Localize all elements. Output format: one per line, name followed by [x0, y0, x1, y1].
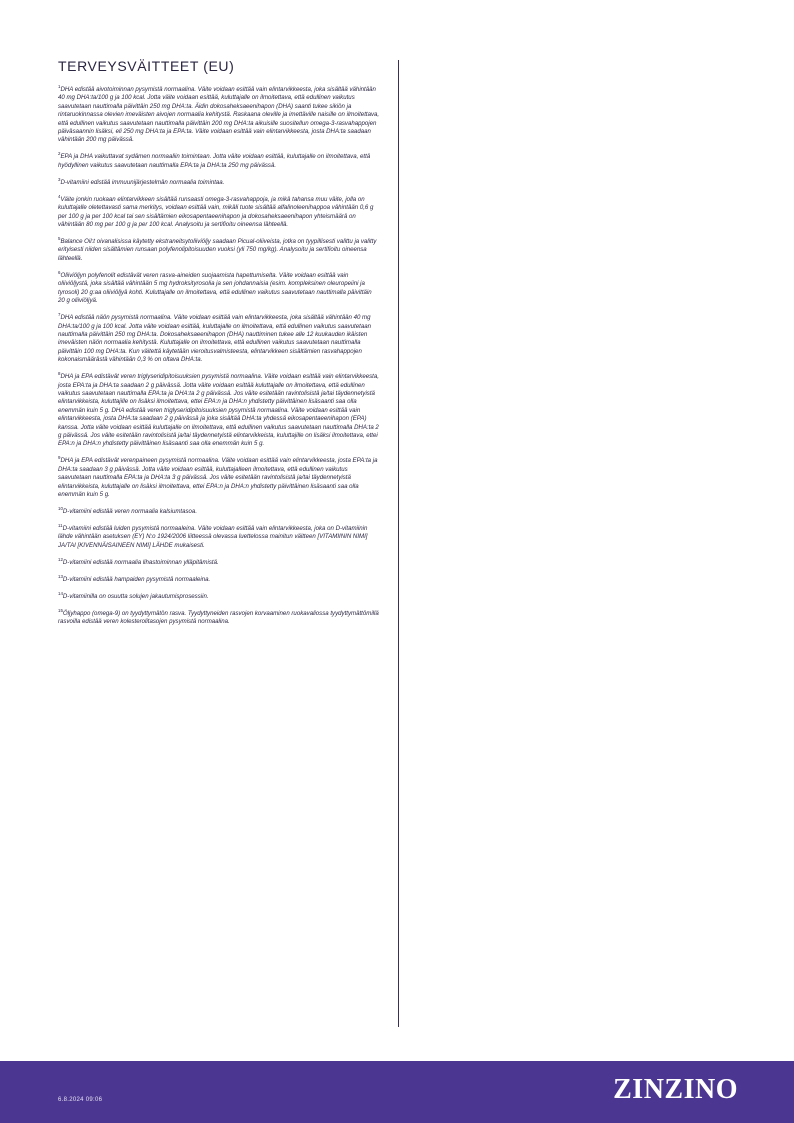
footnote-number: 2	[58, 151, 61, 157]
footnote-number: 5	[58, 236, 61, 242]
footnote-number: 11	[58, 522, 63, 528]
footnote	[58, 522, 380, 550]
footnote-number: 9	[58, 455, 61, 461]
column-divider	[398, 60, 399, 1027]
footnote	[58, 238, 380, 263]
footnote-number: 6	[58, 269, 61, 275]
footnote-text: DHA ja EPA edistävät veren triglyseridipitoisuuksien pysymistä normaalina. Väite voidaan esittää vain elintarvikkeesta, josta EPA:ta ja DHA:ta saadaan 2 g päivässä. Jotta väite voidaan esittää kuluttajalle on ilmoitettava, että edullinen vaikutus saavutetaan nauttimalla EPA:ta ja DHA:ta 2 g päivässä. Jos väite esitetään ravintolisistä ja/tai täydennetyistä elintarvikkeista, kuluttajille on lisäksi ilmoitettava, ettei EPA:n ja DHA:n yhdistetty päivittäinen lisäsaanti saa olla enemmän kuin 5 g. DHA edistää veren triglyseridipitoisuuksien pysymistä normaalina. Väite voidaan esittää vain elintarvikkeesta, josta DHA:ta saadaan 2 g päivässä ja joka sisältää DHA:ta yhdessä eikosapentaeenihapon (EPA) kanssa. Jotta väite voidaan esittää kuluttajalle on ilmoitettava, että edullinen vaikutus saavutetaan nauttimalla DHA:ta 2 g päivässä. Jos väite esitetään ravintolisistä ja/tai täydennetyistä elintarvikkeista, kuluttajille on lisäksi ilmoitettava, ettei EPA:n ja DHA:n yhdistetty päivittäinen lisäsaanti saa olla enemmän kuin 5 g.	[58, 373, 379, 448]
footnote-number: 12	[58, 556, 63, 562]
footnote-number: 4	[58, 193, 61, 199]
footnote-text: D-vitamiini edistää hampaiden pysymistä normaaleina.	[62, 575, 211, 583]
footnote-text: Balance Oil:t oivanalisissa käytetty ekstraneitsytoliiviöljy saadaan Picual-oliiveista, jotka on tyypillisesti valittu ja valitty erityisesti niiden sisältämien runsaan polyfenolipitoisuuden vuoksi (yli 750 mg/kg). Analysoitu ja sertifioitu oineensa lähteellä.	[58, 238, 377, 262]
footnote-text: Väite jonkin ruokaan elintarvikkeen sisältää runsaasti omega-3-rasvahappoja, ja mikä tahansa muu väite, jolla on kuluttajalle oletettavasti sama merkitys, voidaan esittää vain, mikäli tuote sisältää alfalinoleenihappoa vähintään 0,6 g per 100 g ja per 100 kcal tai sen sisältämien eikosapentaeenihapon ja dokosaheksaeenihapon yhteismäärä on vähintään 80 mg per 100 g ja per 100 kcal. Analysoitu ja sertifioitu oineensa lähteellä.	[58, 195, 374, 229]
footnote	[58, 556, 380, 567]
footnote	[58, 269, 380, 306]
footnote	[58, 193, 380, 230]
footnote-number: 13	[58, 573, 63, 579]
footnote-number: 15	[58, 607, 63, 613]
footnote-number: 8	[58, 371, 61, 377]
footer-date: 6.8.2024 09:06	[58, 1097, 103, 1103]
footnote-number: 3	[58, 176, 61, 182]
footnote	[58, 457, 380, 499]
footnote	[58, 607, 380, 627]
footnote	[58, 314, 380, 364]
footnote-text: EPA ja DHA vaikuttavat sydämen normaaliin toimintaan. Jotta väite voidaan esittää, kuluttajalle on ilmoitettava, että hyödyllinen vaikutus saavutetaan nauttimalla EPA:ta ja DHA:ta 250 mg päivässä.	[58, 153, 371, 169]
footnote-number: 7	[58, 312, 61, 318]
footnote-text: DHA edistää näön pysymistä normaalina. Väite voidaan esittää vain elintarvikkeesta, joka sisältää vähintään 40 mg DHA:ta/100 g ja 100 kcal. Jotta väite voidaan esittää, kuluttajalle on ilmoitettava, että edullinen vaikutus saavutetaan nauttimalla päivittäin 250 mg DHA:ta. Dokosaheksaeenihapon (DHA) nauttiminen tukee alle 12 kuukauden ikäisten imeväisten näön normaalia kehitystä. Kuluttajalle on ilmoitettava, että edullinen vaikutus saavutetaan nauttimalla päivittäin 100 mg DHA:ta. Kun väitettä käytetään vieroitusvalmisteesta, elintarvikkeen sisältämien rasvahappojen kokonaismäärästä vähintään 0,3 % on oltava DHA:ta.	[58, 314, 372, 364]
footnote	[58, 83, 380, 145]
footnote	[58, 590, 380, 601]
footnote-number: 14	[58, 590, 63, 596]
footnote-text: D-vitamiini edistää veren normaalia kalsiumtasoa.	[62, 508, 198, 515]
footnote	[58, 505, 380, 516]
footnote-text: Öljyhappo (omega-9) on tyydyttymätön rasva. Tyydyttyneiden rasvojen korvaaminen ruokavaliossa tyydyttymättömillä rasvoilla edistää veren kolesterolitasojen pysymistä normaalina.	[58, 609, 379, 626]
footer-bar	[0, 1061, 794, 1123]
footnote-text: D-vitamiini edistää immuunijärjestelmän normaalia toimintaa.	[60, 178, 225, 186]
footnote-text: DHA edistää aivotoiminnan pysymistä normaalina. Väite voidaan esittää vain elintarvikkeesta, joka sisältää vähintään 40 mg DHA:ta/100 g ja 100 kcal. Jotta väite voidaan esittää, kuluttajalle on ilmoitettava, että edullinen vaikutus saavutetaan nauttimalla päivittäin 250 mg DHA:ta. Äidin dokosaheksaeenihapon (DHA) saanti tukee sikiön ja rintaruokinnassa olevien imeväisten aivojen normaalia kehitystä. Raskaana oleville ja imettäville naisille on ilmoitettava, että edullinen vaikutus saavutetaan nauttimalla päivittäin 200 mg DHA:ta aikuisille suositellun omega-3-rasvahappojen päiväsaannin lisäksi, eli 250 mg DHA:ta ja EPA:ta. Väite voidaan esittää vain elintarvikkeesta, josta DHA:ta saadaan vähintään 200 mg päivässä.	[58, 86, 380, 144]
footnote-list	[58, 83, 380, 635]
footnote	[58, 373, 380, 449]
footnote-text: DHA ja EPA edistävät verenpaineen pysymistä normaalina. Väite voidaan esittää vain elintarvikkeesta, josta EPA:ta ja DHA:ta saadaan 3 g päivässä. Jotta väite voidaan esittää, kuluttajalleen ilmoitettava, että edullinen vaikutus saavutetaan nauttimalla EPA:ta ja DHA:ta 3 g päivässä. Jos väite esitetään ravintolisistä ja/tai täydennetyistä elintarvikkeista, kuluttajalle on lisäksi ilmoitettava, ettei EPA:n ja DHA:n yhdistetty päivittäinen lisäsaanti saa olla enemmän kuin 5 g.	[58, 457, 378, 498]
footnote-text: D-vitamiini edistää luiden pysymistä normaaleina. Väite voidaan esittää vain elintarvikkeesta, joka on D-vitamiinin lähde vähintään asetuksen (EY) N:o 1924/2006 liitteessä olevassa luettelossa mainitun väitteen [VITAMIININ NIMI] JA/TAI [KIVENNÄISAINEEN NIMI] LÄHDE mukaisesti.	[58, 525, 368, 549]
footnote	[58, 176, 380, 187]
footnote-text: D-vitamiini edistää normaalia lihastoiminnan ylläpitämistä.	[62, 558, 219, 566]
footnote-text: D-vitamiinilla on osuutta solujen jakautumisprosessiin.	[62, 592, 209, 600]
footnote	[58, 153, 380, 170]
footnote-number: 1	[58, 83, 61, 89]
footnote-number: 10	[58, 505, 63, 511]
page-title: TERVEYSVÄITTEET (EU)	[58, 58, 235, 74]
footnote-text: Oliiviöljyn polyfenolit edistävät veren rasva-aineiden suojaamista hapettumiselta. Väite voidaan esittää vain oliiviöljystä, joka sisältää vähintään 5 mg hydroksityrosolia ja sen johdannaisia (esim. kompleksinen oleuropeiini ja tyrosoli) 20 g:aa oliiviöljyä kohti. Kuluttajalle on ilmoitettava, että edullinen vaikutus saavutetaan nauttimalla päivittäin 20 g oliiviöljyä.	[58, 271, 372, 305]
footnote	[58, 573, 380, 584]
brand-logo: ZINZINO	[613, 1074, 738, 1105]
